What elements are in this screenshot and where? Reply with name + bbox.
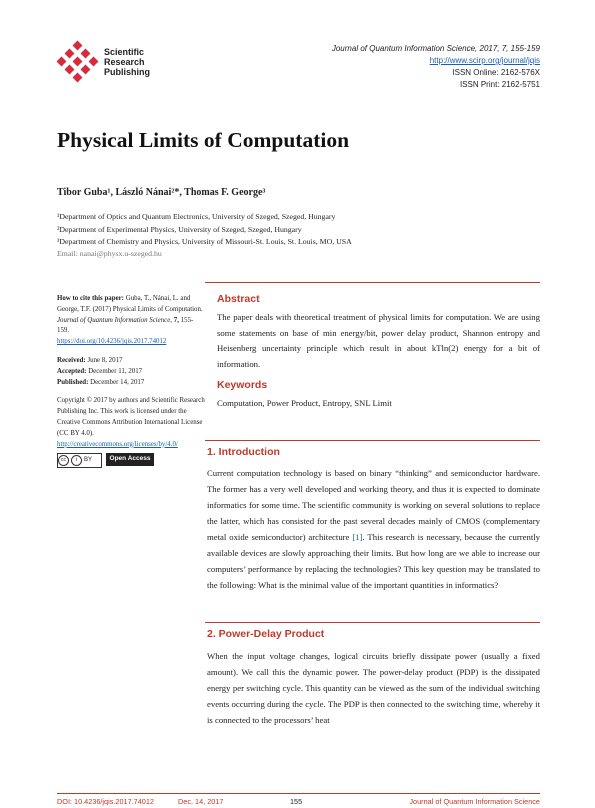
divider bbox=[205, 282, 540, 283]
person-icon: i bbox=[71, 455, 82, 466]
footer-rule bbox=[57, 793, 540, 794]
publisher-name: Scientific Research Publishing bbox=[104, 47, 150, 77]
section-1-heading: 1. Introduction bbox=[207, 446, 280, 458]
affiliation-3: ³Department of Chemistry and Physics, University of Missouri-St. Louis, St. Louis, MO, USA bbox=[57, 237, 352, 246]
section-divider bbox=[205, 622, 540, 623]
article-info-sidebar bbox=[57, 294, 205, 468]
issn-online: ISSN Online: 2162-576X bbox=[452, 68, 540, 77]
section-1-body: Current computation technology is based on binary “thinking” and semiconductor hardware. The former has a very well developed and working theory, and thus it is expected to dominate informatics for some time. The scientific community is working on several solutions to replace the latter, which has consisted for the past several decades mainly of CMOS (complementary metal oxide semiconductor) architecture [1]. This research is necessary, because the currently available devices are slowly approaching their limits. But how long are we able to increase our computers’ performance by replacing the technologies? This key question may be translated to the following: What is the minimal value of the important quantities in informatics? bbox=[207, 468, 540, 590]
journal-citation: Journal of Quantum Information Science, 2017, 7, 155-159 bbox=[331, 44, 540, 53]
affiliation-1: ¹Department of Optics and Quantum Electronics, University of Szeged, Szeged, Hungary bbox=[57, 212, 336, 221]
keywords-text: Computation, Power Product, Entropy, SNL Limit bbox=[217, 398, 392, 408]
footer-doi: DOI: 10.4236/jqis.2017.74012 bbox=[57, 797, 154, 806]
journal-url-link[interactable]: http://www.scirp.org/journal/jqis bbox=[429, 56, 540, 65]
journal-header bbox=[332, 43, 540, 91]
abstract-text: The paper deals with theoretical treatment of physical limits for computation. We are using some statements on base of min energy/bit, power delay product, Shannon entropy and Heisenberg uncertainty principle which result in about kTln(2) energy for a bit of information. bbox=[217, 312, 540, 369]
keywords-heading: Keywords bbox=[217, 379, 268, 391]
cc-by-badge[interactable]: cc i BY bbox=[57, 453, 102, 468]
abstract-heading: Abstract bbox=[217, 293, 260, 305]
abstract-section bbox=[217, 292, 540, 412]
author-email[interactable]: Email: nanai@physx.u-szeged.hu bbox=[57, 249, 162, 258]
dates-block: Received: June 8, 2017 Accepted: December 11, 2017 Published: December 14, 2017 bbox=[57, 356, 145, 386]
affiliation-2: ²Department of Experimental Physics, University of Szeged, Szeged, Hungary bbox=[57, 224, 302, 234]
cc-icon: cc bbox=[58, 455, 69, 466]
page-number: 155 bbox=[290, 797, 303, 806]
citation-block: How to cite this paper: Guba, T., Nánai, L. and George, T.F. (2017) Physical Limits of Computation. Journal of Quantum Information Science, 7, 155-159. https://doi.org/10.4236/jqis.2017.74012 bbox=[57, 295, 203, 346]
doi-link[interactable]: https://doi.org/10.4236/jqis.2017.74012 bbox=[57, 338, 167, 346]
section-2-body: When the input voltage changes, logical circuits briefly dissipate power (usually a fixed amount). We call this the dynamic power. The power-delay product (PDP) is the dissipated energy per switching cycle. This quantity can be viewed as the sum of the individual switching events occurring during the cycle. The PDP is then connected to the switching time, whereby it is connected to the processors’ heat bbox=[207, 651, 540, 725]
section-divider bbox=[205, 440, 540, 441]
footer-date: Dec. 14, 2017 bbox=[178, 797, 224, 806]
publisher-logo bbox=[54, 40, 102, 86]
copyright-notice: Copyright © 2017 by authors and Scientific Research Publishing Inc. This work is licensed under the Creative Commons Attribution International License (CC BY 4.0). bbox=[57, 397, 205, 437]
author-list: Tibor Guba¹, László Nánai²*, Thomas F. George³ bbox=[57, 187, 266, 198]
open-access-badge[interactable]: Open Access bbox=[106, 453, 154, 466]
footer-journal: Journal of Quantum Information Science bbox=[409, 797, 540, 806]
license-link[interactable]: http://creativecommons.org/licenses/by/4.0/ bbox=[57, 440, 178, 448]
section-2-heading: 2. Power-Delay Product bbox=[207, 628, 325, 640]
affiliations bbox=[57, 211, 352, 249]
reference-link[interactable]: [1] bbox=[352, 532, 363, 542]
issn-print: ISSN Print: 2162-5751 bbox=[459, 80, 540, 89]
paper-title: Physical Limits of Computation bbox=[57, 128, 350, 152]
